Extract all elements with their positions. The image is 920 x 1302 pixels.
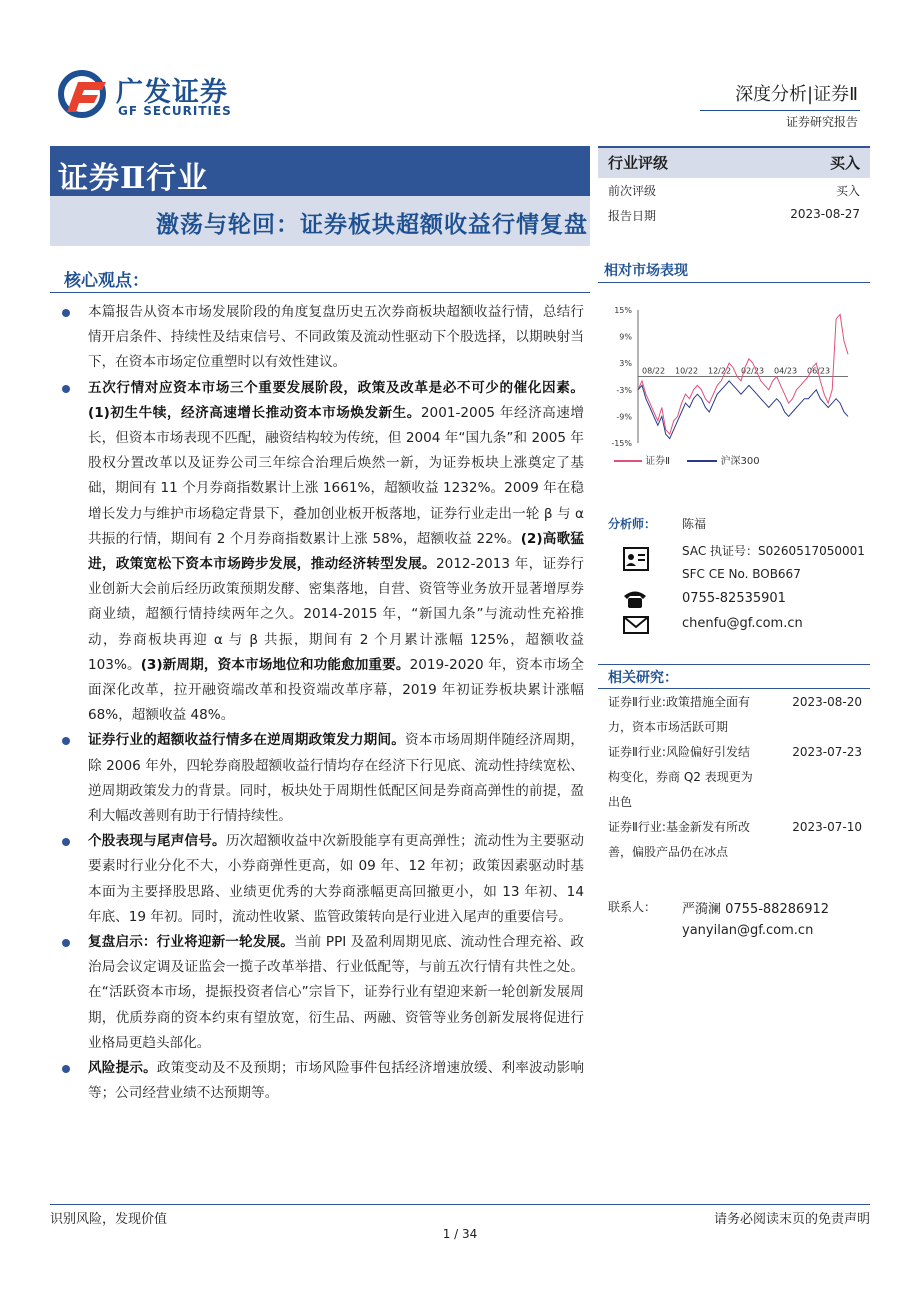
bullet-text: 2001-2005 年经济高速增长，但资本市场表现不匹配，融资结构较为传统，但 2004 年“国九条”和 2005 年股权分置改革以及证券公司三年综合治理后焕然一新，为证券板块上涨奠定了基础，期间有 11 个月券商指数累计上涨 1661%，超额收益 1232%。2009 年在稳增长发力与维护市场稳定背景下，叠加创业板开板落地，证券行业走出一轮 β 与 α 共振的行情，期间有 2 个月券商指数累计上涨 58%，超额收益 22%。 (88, 404, 585, 547)
bullet-bold-text: 风险提示。 (88, 1060, 157, 1077)
legend-sec: 证券Ⅱ (645, 456, 671, 467)
bullet-item (60, 300, 584, 376)
y-tick-label: 3% (619, 359, 632, 369)
bullet-item (60, 376, 584, 729)
market-divider (598, 282, 870, 283)
core-title: 核心观点： (64, 271, 149, 291)
prev-rating-value: 买入 (835, 184, 860, 198)
bullet-text: 历次超额收益中次新股能享有更高弹性；流动性为主要驱动要素时行业分化不大，小券商弹性更高，如 09 年、12 年初；政策因素驱动时基本面为主要择股思路、业绩更优秀的大券商涨幅更高回撤更小，如 13 年初、14 年底、19 年初。同时，流动性收紧、监管政策转向是行业进入尾声的重要信号。 (88, 833, 585, 925)
bullet-item (60, 728, 584, 829)
contact-email[interactable]: yanyilan@gf.com.cn (682, 923, 814, 938)
legend-swatch-hs300 (687, 460, 717, 462)
related-top-divider (598, 664, 870, 665)
contact-name-phone: 严漪澜 0755-88286912 (682, 902, 830, 917)
report-subtitle: 激荡与轮回：证券板块超额收益行情复盘 (156, 211, 588, 238)
analyst-sac: SAC 执证号：S0260517050001 (682, 544, 865, 558)
bullet-bold-text: 证券行业的超额收益行情多在逆周期政策发力期间。 (88, 732, 406, 749)
related-date: 2023-07-23 (792, 745, 862, 759)
x-tick-label: 04/23 (774, 366, 798, 376)
bullet-text: 资本市场周期伴随经济周期，除 2006 年外，四轮券商股超额收益行情均存在经济下行见底、流动性持续宽松、逆周期政策发力的背景。同时，板块处于周期性低配区间是券商高弹性的前提，盈利大幅改善则有助于行情持续性。 (88, 732, 585, 825)
report-date-value: 2023-08-27 (790, 207, 860, 221)
report-type: 证券研究报告 (785, 115, 858, 129)
bullet-bold-text: 五次行情对应资本市场三个重要发展阶段，政策及改革是必不可少的催化因素。(1)初生牛犊，经济高速增长推动资本市场焕发新生。 (88, 379, 584, 421)
analyst-phone: 0755-82535901 (682, 591, 786, 606)
related-item[interactable]: 证券Ⅱ行业:基金新发有所改 善，偏股产品仍在冰点 2023-07-10 (608, 815, 868, 865)
analyst-sfc: SFC CE No. BOB667 (682, 567, 801, 581)
bullet-bold-text: 个股表现与尾声信号。 (88, 833, 226, 850)
x-tick-label: 02/23 (741, 366, 765, 376)
bullet-bold-text: (3)新周期，资本市场地位和功能愈加重要。 (140, 656, 410, 673)
footer-disclaimer: 请务必阅读末页的免责声明 (713, 1212, 870, 1227)
analyst-label: 分析师： (608, 517, 657, 531)
bullet-text: 政策变动及不及预期；市场风险事件包括经济增速放缓、利率波动影响等；公司经营业绩不达预期等。 (88, 1060, 585, 1102)
related-divider (598, 688, 870, 689)
x-tick-label: 06/23 (807, 366, 831, 376)
market-title: 相对市场表现 (604, 263, 688, 279)
x-tick-label: 12/22 (708, 366, 732, 376)
id-card-icon (622, 546, 650, 572)
related-item[interactable]: 证券Ⅱ行业:风险偏好引发结 构变化，券商 Q2 表现更为 出色 2023-07-23 (608, 740, 868, 815)
legend-swatch-sec (614, 460, 642, 462)
contact-label: 联系人： (608, 900, 657, 914)
analyst-email[interactable]: chenfu@gf.com.cn (682, 616, 803, 631)
report-date-label: 报告日期 (608, 209, 657, 223)
analyst-name: 陈福 (682, 517, 707, 531)
rating-value: 买入 (829, 154, 860, 172)
market-chart (598, 298, 870, 478)
bullet-item (60, 1056, 584, 1106)
bullet-text: 本篇报告从资本市场发展阶段的角度复盘历史五次券商板块超额收益行情，总结行情开启条件、持续性及结束信号、不同政策及流动性驱动下个股选择，以期映射当下，在资本市场定位重塑时以有效性建议。 (88, 304, 584, 371)
y-tick-label: -3% (616, 385, 632, 395)
logo-text: 广发证券 (116, 77, 228, 108)
series-line-hs300 (638, 381, 848, 439)
legend-hs300: 沪深300 (720, 456, 760, 467)
bullet-text: 当前 PPI 及盈利周期见底、流动性合理充裕、政治局会议定调及证监会一揽子改革举措、行业低配等，与前五次行情有共性之处。在“活跃资本市场，提振投资者信心”宗旨下，证券行业有望迎来新一轮创新发展周期，优质券商的资本约束有望放宽，衍生品、两融、资管等业务创新发展将促进行业格局更趋头部化。 (88, 934, 585, 1051)
industry-title: 证券Ⅱ行业 (58, 161, 209, 196)
page-number: 1 / 34 (442, 1227, 478, 1241)
y-tick-label: -9% (616, 412, 632, 422)
rating-label: 行业评级 (608, 154, 669, 172)
y-tick-label: -15% (611, 439, 632, 448)
bullet-bold-text: 复盘启示：行业将迎新一轮发展。 (88, 934, 294, 951)
core-divider (50, 292, 590, 293)
email-icon (622, 615, 650, 635)
logo-subtext: GF SECURITIES (118, 104, 232, 118)
x-tick-label: 08/22 (642, 366, 666, 376)
core-bullets (60, 300, 584, 1107)
phone-icon (622, 589, 648, 609)
bullet-list (60, 300, 584, 1107)
y-tick-label: 9% (619, 332, 632, 342)
related-date: 2023-07-10 (792, 820, 862, 834)
y-tick-label: 15% (614, 306, 632, 315)
bullet-text: 2012-2013 年，证券行业创新大会前后经历政策预期发酵、密集落地，自营、资管等业务放开显著增厚券商业绩，超额行情持续两年之久。2014-2015 年，“新国九条”与流动性充裕推动，券商板块再迎 α 与 β 共振，期间有 2 个月累计涨幅 125%，超额收益 103%。 (88, 556, 584, 673)
chart-legend (614, 452, 864, 468)
prev-rating-label: 前次评级 (608, 184, 657, 198)
header-divider (700, 110, 860, 111)
gf-logo-icon (58, 70, 112, 118)
footer-divider (50, 1204, 870, 1205)
bullet-item (60, 829, 584, 930)
report-category: 深度分析|证券Ⅱ (735, 84, 858, 105)
bullet-bold-text: (2)高歌猛进，政策宽松下资本市场跨步发展，推动经济转型发展。 (88, 530, 584, 573)
related-list (608, 690, 868, 865)
bullet-item (60, 930, 584, 1056)
x-tick-label: 10/22 (675, 366, 699, 376)
related-item[interactable]: 证券Ⅱ行业:政策措施全面有 力，资本市场活跃可期 2023-08-20 (608, 690, 868, 740)
related-title: 相关研究： (608, 670, 678, 686)
footer-slogan: 识别风险，发现价值 (50, 1212, 168, 1227)
related-date: 2023-08-20 (792, 695, 862, 709)
bullet-text: 2019-2020 年，资本市场全面深化改革，拉开融资端改革和投资端改革序幕，2019 年初证券板块累计涨幅 68%，超额收益 48%。 (88, 656, 584, 724)
